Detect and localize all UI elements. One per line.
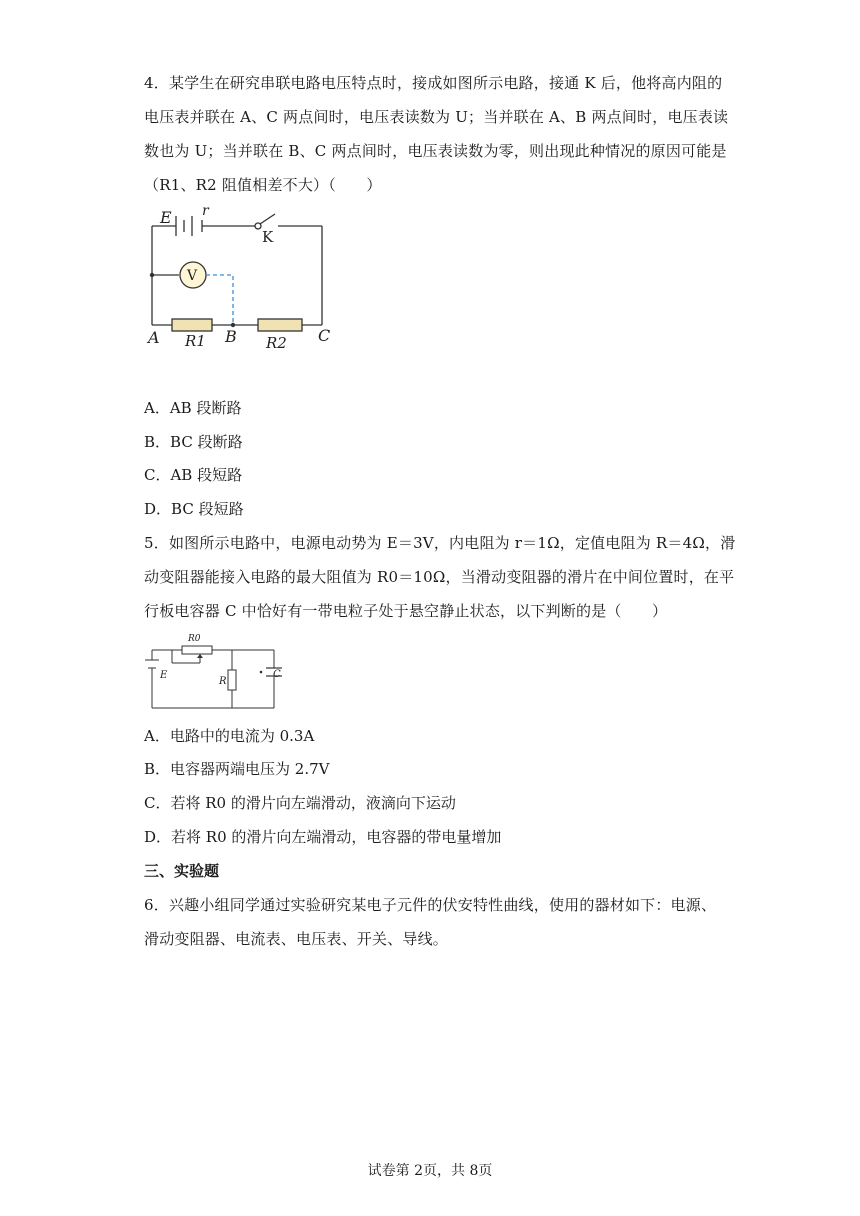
q5-stem-line-1: 5．如图所示电路中，电源电动势为 E＝3V，内电阻为 r＝1Ω，定值电阻为 R＝4Ω，滑 — [144, 534, 736, 552]
q4-stem-line-3: 数也为 U；当并联在 B、C 两点间时，电压表读数为零，则出现此种情况的原因可能是 — [144, 142, 727, 160]
q5-label-r0: R0 — [188, 634, 201, 644]
q5-label-c: C — [273, 669, 281, 680]
rheostat-r0 — [182, 646, 212, 654]
q5-option-d: D．若将 R0 的滑片向左端滑动，电容器的带电量增加 — [144, 828, 502, 846]
section-heading: 三、实验题 — [144, 862, 220, 880]
resistor-r1 — [172, 319, 212, 331]
q4-stem-line-2: 电压表并联在 A、C 两点间时，电压表读数为 U；当并联在 A、B 两点间时，电压表读 — [144, 108, 729, 126]
q5-label-e: E — [160, 670, 168, 681]
q5-stem-line-2: 动变阻器能接入电路的最大阻值为 R0＝10Ω，当滑动变阻器的滑片在中间位置时，在平 — [144, 568, 735, 586]
label-a: A — [148, 328, 160, 347]
label-r1: R1 — [185, 332, 206, 350]
q6-stem-line-2: 滑动变阻器、电流表、电压表、开关、导线。 — [144, 930, 449, 948]
q4-circuit-figure — [140, 200, 340, 350]
q5-option-a: A．电路中的电流为 0.3A — [144, 727, 315, 745]
q5-option-c: C．若将 R0 的滑片向左端滑动，液滴向下运动 — [144, 794, 456, 812]
battery-symbol — [176, 216, 202, 236]
label-k: K — [262, 228, 274, 246]
label-r: r — [202, 203, 209, 219]
q4-option-c: C．AB 段短路 — [144, 466, 243, 484]
label-e: E — [160, 208, 172, 227]
q5-circuit-figure — [142, 628, 282, 713]
q5-battery-symbol — [145, 660, 159, 668]
label-c: C — [318, 326, 331, 345]
resistor-r2 — [258, 319, 302, 331]
q5-resistor-r — [228, 670, 236, 690]
page-footer: 试卷第 2页，共 8页 — [367, 1163, 493, 1179]
q4-stem-line-4: （R1、R2 阻值相差不大）（ ） — [144, 176, 382, 194]
label-v: V — [187, 268, 198, 284]
q4-option-b: B．BC 段断路 — [144, 433, 243, 451]
q4-option-a: A．AB 段断路 — [144, 399, 242, 417]
q5-option-b: B．电容器两端电压为 2.7V — [144, 760, 330, 778]
switch-k-symbol — [255, 214, 275, 229]
q5-stem-line-3: 行板电容器 C 中恰好有一带电粒子处于悬空静止状态，以下判断的是（ ） — [144, 602, 668, 620]
q4-stem-line-1: 4．某学生在研究串联电路电压特点时，接成如图所示电路，接通 K 后，他将高内阻的 — [144, 74, 723, 92]
label-b: B — [225, 327, 237, 346]
q6-stem-line-1: 6．兴趣小组同学通过实验研究某电子元件的伏安特性曲线，使用的器材如下：电源、 — [144, 896, 717, 914]
label-r2: R2 — [266, 334, 287, 352]
q5-label-r: R — [219, 676, 227, 687]
q4-option-d: D．BC 段短路 — [144, 500, 244, 518]
